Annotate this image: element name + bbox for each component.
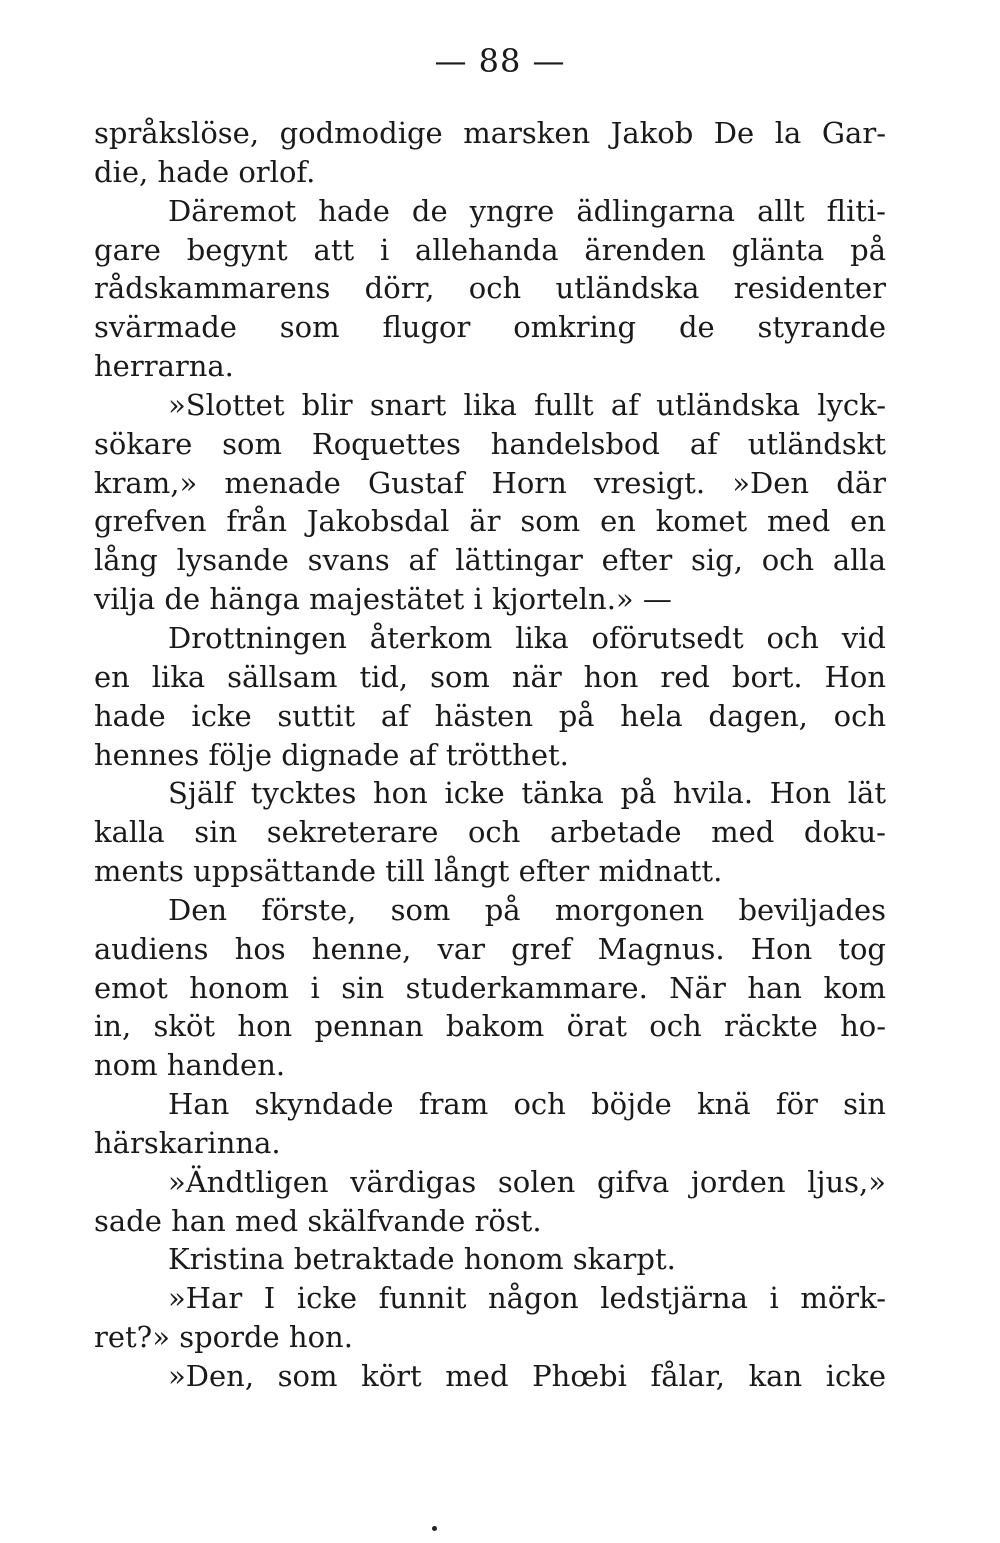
text-line: hennes följe dignade af trötthet. <box>94 737 569 772</box>
text-line: lång lysande svans af lättingar efter sig, och alla <box>94 543 886 578</box>
text-line: in, sköt hon pennan bakom örat och räckte ho- <box>94 1009 886 1044</box>
text-line: rådskammarens dörr, och utländska residenter <box>94 271 886 306</box>
text-line: en lika sällsam tid, som när hon red bort. Hon <box>94 659 886 694</box>
text-line: grefven från Jakobsdal är som en komet med en <box>94 504 886 539</box>
text-line: ments uppsättande till långt efter midnatt. <box>94 854 723 889</box>
text-line: »Har I icke funnit någon ledstjärna i mörk- <box>168 1281 886 1316</box>
text-line: vilja de hänga majestätet i kjorteln.» — <box>94 582 672 617</box>
text-line: svärmade som flugor omkring de styrande <box>94 310 886 345</box>
body-text <box>94 114 886 1396</box>
text-line: Drottningen återkom lika oförutsedt och vid <box>168 620 886 655</box>
text-line: Han skyndade fram och böjde knä för sin <box>168 1087 886 1122</box>
text-line: kalla sin sekreterare och arbetade med doku- <box>94 815 886 850</box>
text-line: sade han med skälfvande röst. <box>94 1203 542 1238</box>
text-line: Den förste, som på morgonen beviljades <box>168 892 886 927</box>
text-line: die, hade orlof. <box>94 154 316 189</box>
text-line: Kristina betraktade honom skarpt. <box>168 1242 676 1277</box>
page-number: — 88 — <box>434 42 566 80</box>
text-line: nom handen. <box>94 1048 286 1083</box>
text-line: herrarna. <box>94 349 234 384</box>
text-line: »Slottet blir snart lika fullt af utländska lyck- <box>168 387 886 422</box>
text-line: härskarinna. <box>94 1125 281 1160</box>
text-line: sökare som Roquettes handelsbod af utländskt <box>94 426 886 461</box>
text-line: Däremot hade de yngre ädlingarna allt fliti- <box>168 193 886 228</box>
text-line: audiens hos henne, var gref Magnus. Hon tog <box>94 931 886 966</box>
text-line: »Den, som kört med Phœbi fålar, kan icke <box>168 1359 886 1393</box>
print-speck <box>432 1526 437 1531</box>
text-line: Själf tycktes hon icke tänka på hvila. Hon lät <box>168 776 886 811</box>
text-line: gare begynt att i allehanda ärenden glänta på <box>94 232 886 267</box>
text-line: emot honom i sin studerkammare. När han kom <box>94 970 886 1005</box>
text-line: ret?» sporde hon. <box>94 1320 353 1355</box>
text-line: språkslöse, godmodige marsken Jakob De la Gar- <box>94 116 886 150</box>
text-line: kram,» menade Gustaf Horn vresigt. »Den där <box>94 465 886 500</box>
text-line: »Ändtligen värdigas solen gifva jorden ljus,» <box>168 1164 886 1199</box>
text-line: hade icke suttit af hästen på hela dagen, och <box>94 698 886 733</box>
